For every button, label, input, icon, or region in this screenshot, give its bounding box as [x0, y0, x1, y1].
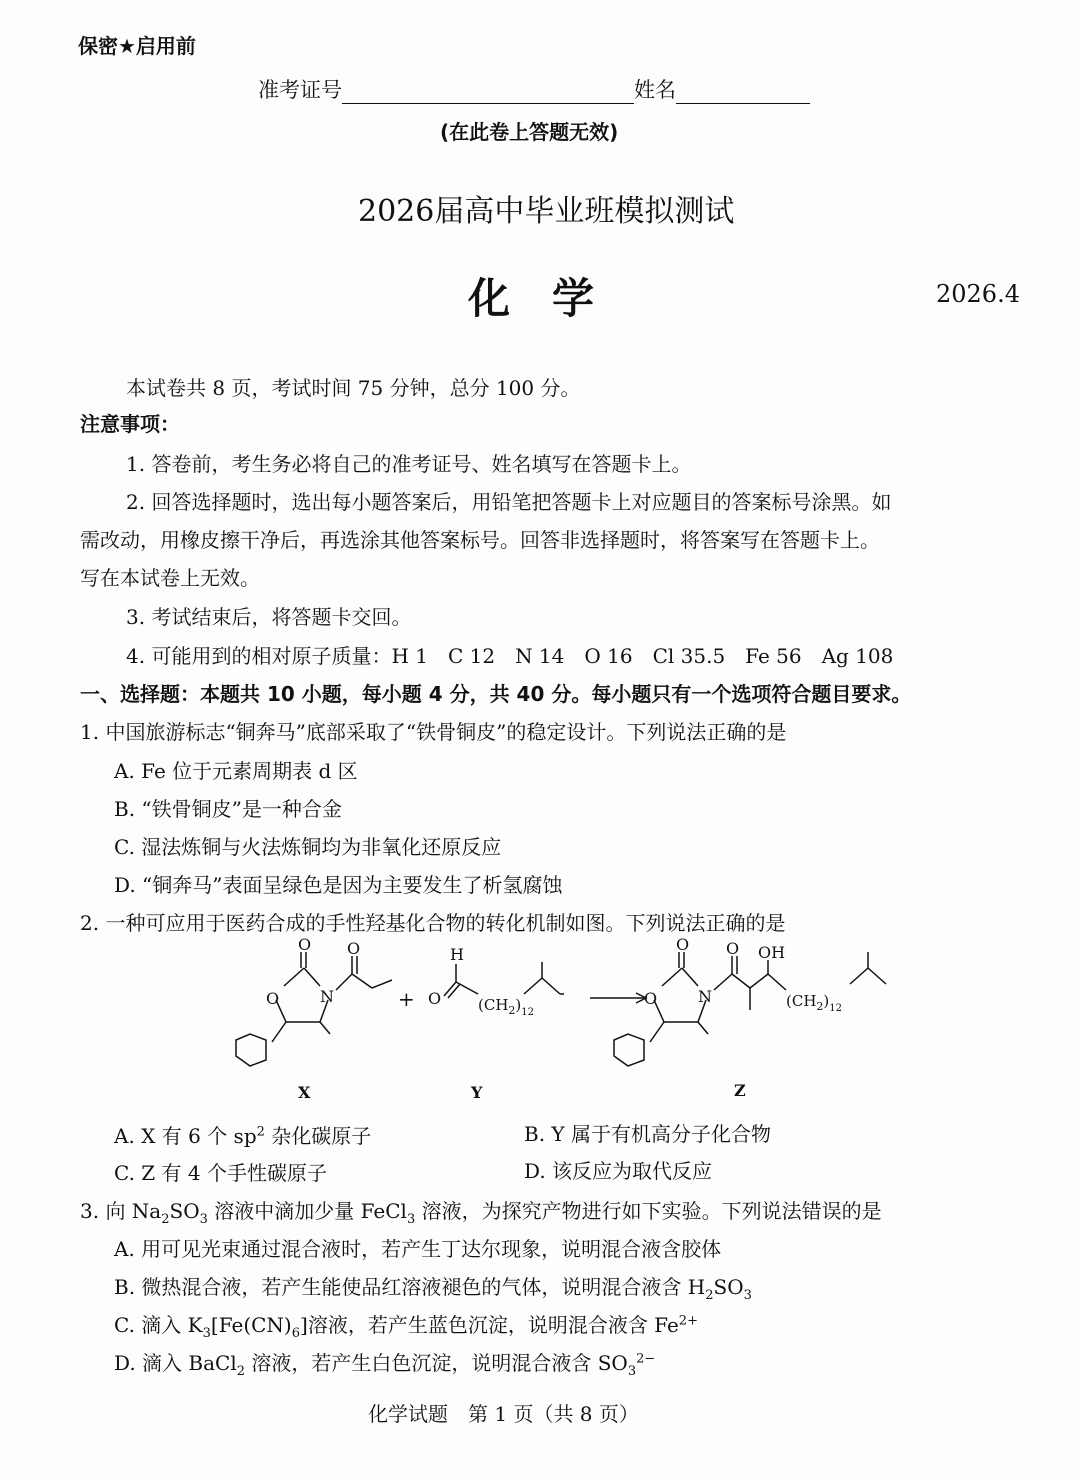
- x-acyl-o: O: [347, 939, 361, 958]
- q3-c-sub2: 6: [291, 1326, 301, 1341]
- q3-stem-post: 溶液，为探究产物进行如下实验。下列说法错误的是: [415, 1199, 882, 1223]
- subject-title: 化 学: [468, 274, 595, 323]
- x-ring-n: N: [320, 987, 334, 1006]
- name-label: 姓名: [634, 78, 676, 102]
- q3-stem-sub2: 3: [199, 1212, 208, 1227]
- q3-d-sub2: 3: [627, 1364, 637, 1379]
- q2-option-b: B. Y 属于有机高分子化合物: [524, 1122, 771, 1146]
- q3-stem-sub3: 3: [406, 1212, 416, 1227]
- q3-d-pre: D. 滴入 BaCl: [114, 1351, 237, 1375]
- note-2-line-2: 需改动，用橡皮擦干净后，再选涂其他答案标号。回答非选择题时，将答案写在答题卡上。: [80, 528, 880, 552]
- plus-sign: +: [398, 987, 415, 1011]
- z-carbonyl-o: O: [676, 938, 690, 954]
- x-carbonyl-o: O: [298, 938, 312, 954]
- z-chain-sub: 2: [816, 1000, 824, 1013]
- q3-c-post: ]溶液，若产生蓝色沉淀，说明混合液含 Fe: [300, 1313, 679, 1337]
- q3-b-sub2: 3: [743, 1288, 752, 1303]
- q3-stem: [80, 1195, 882, 1227]
- q1-option-c: C. 湿法炼铜与火法炼铜均为非氧化还原反应: [114, 835, 502, 859]
- reaction-scheme: [220, 938, 900, 1108]
- q2-option-a: [114, 1120, 371, 1149]
- notes-heading: 注意事项：: [80, 412, 180, 436]
- exam-title: 2026届高中毕业班模拟测试: [358, 194, 735, 229]
- z-ring-n: N: [698, 987, 712, 1006]
- z-ring-o: O: [644, 989, 658, 1008]
- exam-id-label: 准考证号: [258, 78, 342, 102]
- z-chain: [786, 992, 842, 1014]
- exam-date: 2026.4: [936, 280, 1020, 308]
- q2-a-pre: A. X 有 6 个 sp: [114, 1124, 257, 1148]
- note-4: 4. 可能用到的相对原子质量：H 1 C 12 N 14 O 16 Cl 35.5 Fe 56 Ag 108: [126, 644, 894, 668]
- x-ring-o: O: [266, 989, 280, 1008]
- q3-b-pre: B. 微热混合液，若产生能使品红溶液褪色的气体，说明混合液含 H: [114, 1275, 706, 1299]
- q2-a-sup: 2: [256, 1124, 265, 1140]
- label-y: Y: [471, 1083, 483, 1102]
- q3-option-c: [114, 1309, 698, 1341]
- q3-d-post: 溶液，若产生白色沉淀，说明混合液含 SO: [245, 1351, 628, 1375]
- y-chain-open: (CH: [478, 996, 509, 1014]
- q2-a-post: 杂化碳原子: [264, 1124, 372, 1148]
- note-2-line-1: 2. 回答选择题时，选出每小题答案后，用铅笔把答题卡上对应题目的答案标号涂黑。如: [126, 490, 892, 514]
- z-acyl-o: O: [726, 939, 740, 958]
- y-chain-sub: 2: [508, 1004, 516, 1017]
- note-2-line-3: 写在本试卷上无效。: [80, 566, 260, 590]
- q3-c-sup: 2+: [678, 1313, 698, 1329]
- q3-d-sup: 2−: [636, 1351, 656, 1367]
- note-3: 3. 考试结束后，将答题卡交回。: [126, 605, 412, 629]
- secrecy-label: 保密★启用前: [78, 34, 196, 58]
- y-chain: [478, 996, 534, 1018]
- q1-option-d: D. “铜奔马”表面呈绿色是因为主要发生了析氢腐蚀: [114, 873, 563, 897]
- note-1: 1. 答卷前，考生务必将自己的准考证号、姓名填写在答题卡上。: [126, 452, 692, 476]
- y-aldehyde-h: H: [450, 945, 464, 964]
- name-blank: [676, 83, 810, 104]
- label-x: X: [298, 1083, 311, 1102]
- q3-d-sub: 2: [236, 1364, 245, 1379]
- y-aldehyde-o: O: [428, 989, 442, 1008]
- z-chain-n: 12: [829, 1003, 843, 1014]
- y-chain-close: ): [515, 996, 522, 1014]
- invalid-note: (在此卷上答题无效): [440, 120, 619, 144]
- exam-id-blank: [342, 83, 634, 104]
- q3-b-sub1: 2: [705, 1288, 714, 1303]
- q2-stem: 2. 一种可应用于医药合成的手性羟基化合物的转化机制如图。下列说法正确的是: [80, 911, 786, 935]
- section-1-heading: 一、选择题：本题共 10 小题，每小题 4 分，共 40 分。每小题只有一个选项符合题目要求。: [80, 682, 912, 706]
- q3-option-a: A. 用可见光束通过混合液时，若产生丁达尔现象，说明混合液含胶体: [114, 1237, 722, 1261]
- z-hydroxyl: OH: [758, 943, 786, 962]
- q2-option-d: D. 该反应为取代反应: [524, 1159, 713, 1183]
- q3-option-b: [114, 1271, 752, 1303]
- z-chain-close: ): [823, 992, 830, 1010]
- q3-c-mid1: [Fe(CN): [210, 1313, 292, 1337]
- page-footer: 化学试题 第 1 页（共 8 页）: [368, 1402, 639, 1426]
- q3-option-d: [114, 1347, 655, 1379]
- intro-text: 本试卷共 8 页，考试时间 75 分钟，总分 100 分。: [126, 376, 581, 400]
- q2-option-c: C. Z 有 4 个手性碳原子: [114, 1161, 327, 1185]
- q3-c-sub1: 3: [202, 1326, 211, 1341]
- q1-option-b: B. “铁骨铜皮”是一种合金: [114, 797, 342, 821]
- q3-stem-mid2: 溶液中滴加少量 FeCl: [207, 1199, 407, 1223]
- q3-stem-mid1: SO: [169, 1199, 200, 1223]
- label-z: Z: [734, 1081, 746, 1100]
- id-name-line: [258, 74, 810, 104]
- z-chain-open: (CH: [786, 992, 817, 1010]
- y-chain-n: 12: [521, 1007, 535, 1018]
- q1-option-a: A. Fe 位于元素周期表 d 区: [114, 759, 358, 783]
- q1-stem: 1. 中国旅游标志“铜奔马”底部采取了“铁骨铜皮”的稳定设计。下列说法正确的是: [80, 720, 787, 744]
- q3-c-pre: C. 滴入 K: [114, 1313, 203, 1337]
- q3-stem-sub1: 2: [161, 1212, 170, 1227]
- q3-stem-pre: 3. 向 Na: [80, 1199, 162, 1223]
- q3-b-mid: SO: [713, 1275, 744, 1299]
